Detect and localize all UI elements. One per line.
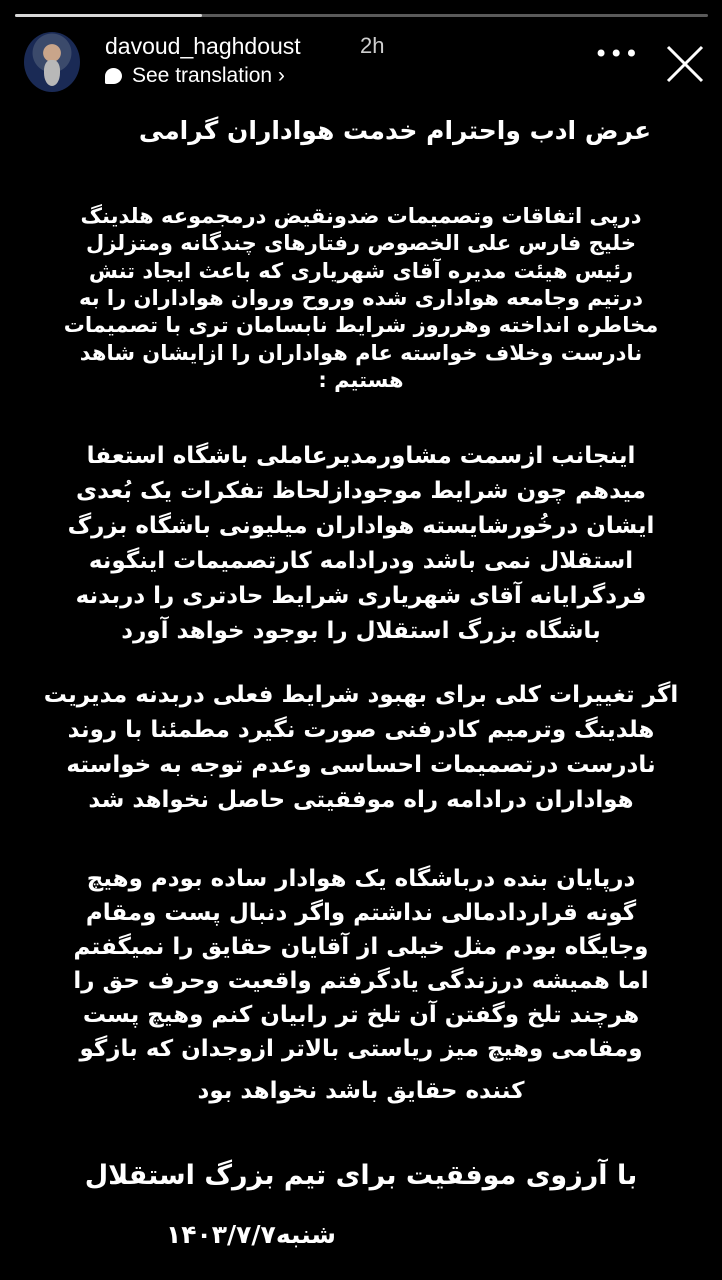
closing-line: با آرزوی موفقیت برای تیم بزرگ استقلال [84,1160,638,1191]
paragraph-line: هواداران درادامه راه موفقیتی حاصل نخواهد شد [88,787,634,813]
paragraph-line: اگر تغییرات کلی برای بهبود شرایط فعلی دربدنه مدیریت [43,682,679,708]
avatar-portrait [44,60,60,86]
paragraph-line: هرچند تلخ وگفتن آن تلخ تر رابیان کنم وهیچ پست [82,1002,640,1028]
post-time: 2h [360,33,385,58]
post-date: شنبه۱۴۰۳/۷/۷ [166,1220,336,1249]
paragraph-line: نادرست وخلاف خواسته عام هواداران را ازایشان شاهد [79,340,643,365]
paragraph-line: نادرست درتصمیمات احساسی وعدم توجه به خواسته [66,752,656,778]
story-progress-bar [15,14,708,17]
translation-bubble-icon [105,68,122,84]
paragraph-line: درپی اتفاقات وتصمیمات ضدونقیض درمجموعه هلدینگ [80,204,642,228]
paragraph-line: ایشان درخُورشایسته هواداران میلیونی باشگاه بزرگ [67,513,655,539]
paragraph-line: درتیم وجامعه هواداری شده وروح وروان هواداران را به [78,285,644,310]
story-progress-fill [15,14,202,17]
paragraph-line: میدهم چون شرایط موجودازلحاظ تفکرات یک بُعدی [75,478,646,504]
username[interactable]: davoud_haghdoust [105,33,301,59]
see-translation-button[interactable] [105,64,285,88]
paragraph-line: ومقامی وهیچ میز ریاستی بالاتر ازوجدان که بازگو [79,1036,643,1062]
paragraph-line: خلیج فارس علی الخصوص رفتارهای چندگانه ومتزلزل [86,231,636,256]
paragraph-line: درپایان بنده درباشگاه یک هوادار ساده بودم وهیچ [86,866,636,892]
see-translation-label: See translation › [132,64,285,87]
paragraph-line: هستیم : [318,367,404,392]
paragraph-line: فردگرایانه آقای شهریاری شرایط حادتری را دربدنه [75,583,647,609]
more-options-icon[interactable]: ••• [594,40,640,68]
paragraph-line: وجایگاه بودم مثل خیلی از آقایان حقایق را نمیگفتم [73,934,649,960]
paragraph-line: اینجانب ازسمت مشاورمدیرعاملی باشگاه استعفا [86,443,636,469]
paragraph-line: استقلال نمی باشد ودرادامه کارتصمیمات اینگونه [88,548,634,574]
post-title: عرض ادب واحترام خدمت هواداران گرامی [138,116,652,145]
paragraph-line: گونه قراردادمالی نداشتم واگر دنبال پست ومقام [85,900,637,926]
avatar[interactable] [24,32,80,92]
paragraph-line: هلدینگ وترمیم کادرفنی صورت نگیرد مطمئنا با روند [67,717,655,743]
paragraph-line: رئیس هیئت مدیره آقای شهریاری که باعث ایجاد تنش [88,258,634,283]
close-icon[interactable] [665,44,705,84]
paragraph-line: کننده حقایق باشد نخواهد بود [197,1078,525,1104]
paragraph-line: باشگاه بزرگ استقلال را بوجود خواهد آورد [121,618,601,644]
paragraph-line: اما همیشه درزندگی یادگرفتم واقعیت وحرف حق را [73,968,649,994]
paragraph-line: مخاطره انداخته وهرروز شرایط نابسامان تری با تصمیمات [63,313,659,338]
